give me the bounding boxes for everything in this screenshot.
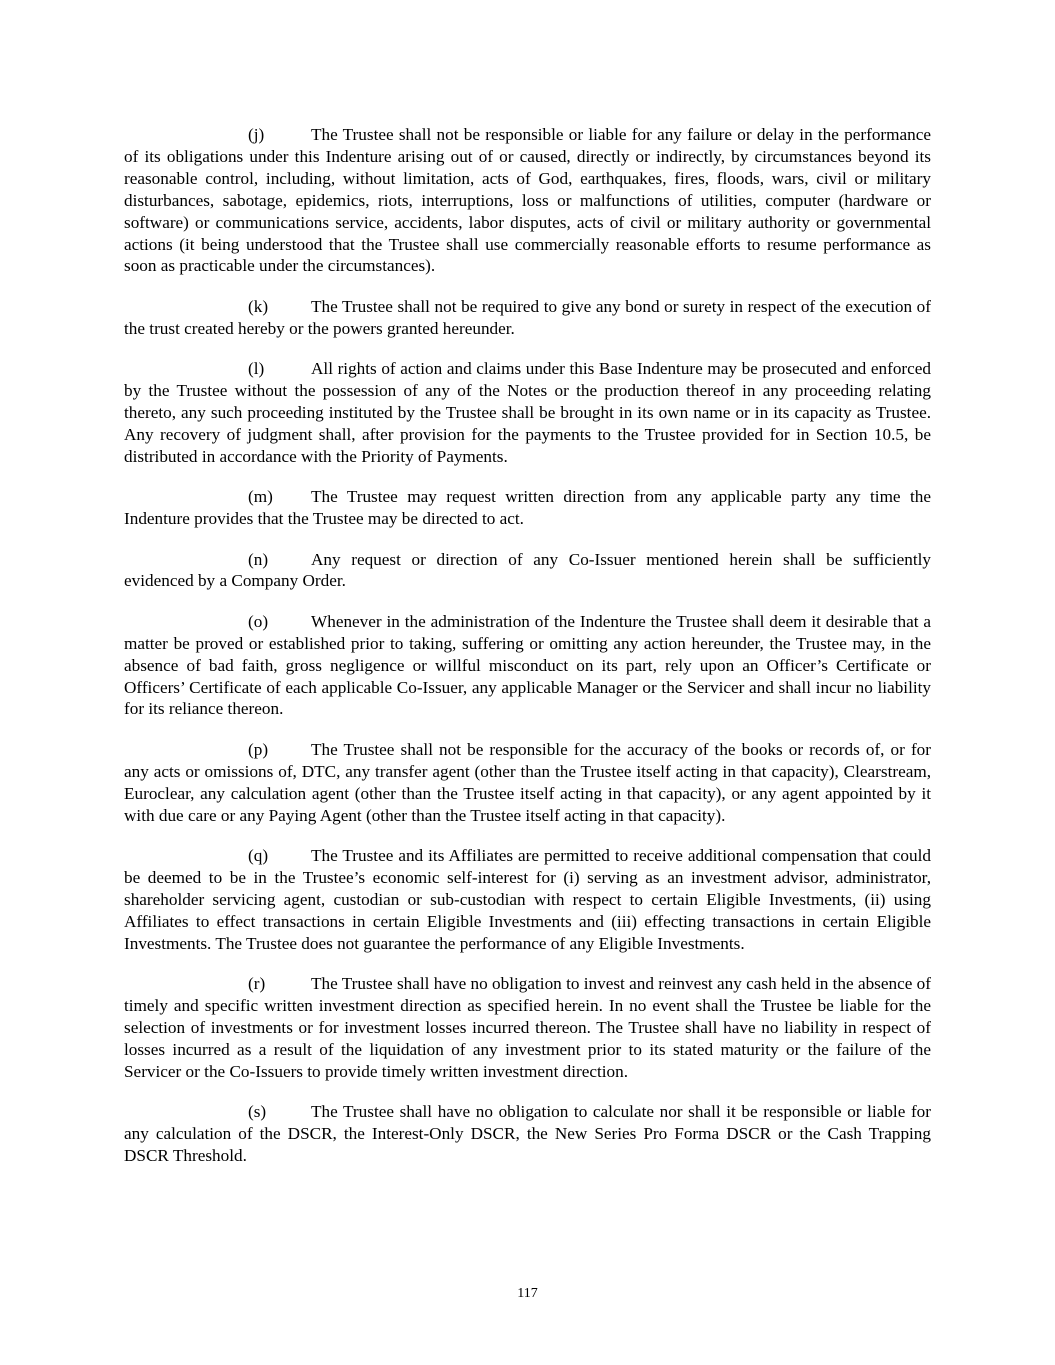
paragraph-label: (j) [248,125,265,144]
document-page [124,124,931,1185]
paragraph-k [124,296,931,340]
paragraph-text: The Trustee shall not be responsible for the accuracy of the books or records of, or for any acts or omissions of, DTC, any transfer agent (other than the Trustee itself acting in that capacity), Clearstream, Euroclear, any calculation agent (other than the Trustee itself acting in that capacity), or any agent appointed by it with due care or any Paying Agent (other than the Trustee itself acting in that capacity). [124,739,931,825]
paragraph-s [124,1101,931,1167]
paragraph-p [124,739,931,827]
paragraph-label: (m) [248,487,273,507]
paragraph-text: The Trustee shall not be required to give any bond or surety in respect of the execution of the trust created hereby or the powers granted hereunder. [124,296,931,338]
paragraph-label: (n) [248,549,269,569]
paragraph-o [124,611,931,721]
paragraph-text: The Trustee shall have no obligation to invest and reinvest any cash held in the absence of timely and specific written investment direction as specified herein. In no event shall the Trustee be liable for the selection of investments or for investment losses incurred thereon. The Trustee shall have no liability in respect of losses incurred as a result of the liquidation of any investment prior to its stated maturity or the failure of the Servicer or the Co-Issuers to provide timely written investment direction. [124,974,931,1081]
paragraph-label: (l) [248,359,265,379]
paragraph-n [124,549,931,593]
paragraph-label: (o) [248,611,269,631]
paragraph-text: The Trustee shall not be responsible or liable for any failure or delay in the performance of its obligations under this Indenture arising out of or caused, directly or indirectly, by circumstances beyond its reasonable control, including, without limitation, acts of God, earthquakes, fires, floods, wars, civil or military disturbances, sabotage, epidemics, riots, interruptions, loss or malfunctions of utilities, computer (hardware or software) or communications service, accidents, labor disputes, acts of civil or military authority or governmental actions (it being understood that the Trustee shall use commercially reasonable efforts to resume performance as soon as practicable under the circumstances). [124,125,931,276]
paragraph-label: (q) [248,845,269,865]
paragraph-m [124,486,931,530]
paragraph-text: The Trustee and its Affiliates are permitted to receive additional compensation that could be deemed to be in the Trustee’s economic self-interest for (i) serving as an investment advisor, administrator, shareholder servicing agent, custodian or sub-custodian with respect to certain Eligible Investments, (ii) using Affiliates to effect transactions in certain Eligible Investments and (iii) effecting transactions in certain Eligible Investments. The Trustee does not guarantee the performance of any Eligible Investments. [124,845,931,953]
paragraph-text: All rights of action and claims under this Base Indenture may be prosecuted and enforced by the Trustee without the possession of any of the Notes or the production thereof in any proceeding relating thereto, any such proceeding instituted by the Trustee shall be brought in its own name or in its capacity as Trustee. Any recovery of judgment shall, after provision for the payments to the Trustee provided for in Section 10.5, be distributed in accordance with the Priority of Payments. [124,359,931,466]
paragraph-label: (s) [248,1102,267,1122]
paragraph-text: Whenever in the administration of the Indenture the Trustee shall deem it desirable that a matter be proved or established prior to taking, suffering or omitting any action hereunder, the Trustee may, in the absence of bad faith, gross negligence or willful misconduct on its part, rely upon an Officer’s Certificate or Officers’ Certificate of each applicable Co-Issuer, any applicable Manager or the Servicer and shall incur no liability for its reliance thereon. [124,611,931,719]
paragraph-text: Any request or direction of any Co-Issuer mentioned herein shall be sufficiently evidenced by a Company Order. [124,549,931,591]
page-number: 117 [517,1286,538,1301]
paragraph-l [124,358,931,468]
paragraph-text: The Trustee may request written direction from any applicable party any time the Indenture provides that the Trustee may be directed to act. [124,487,931,529]
paragraph-label: (r) [248,974,266,993]
paragraph-text: The Trustee shall have no obligation to calculate nor shall it be responsible or liable for any calculation of the DSCR, the Interest-Only DSCR, the New Series Pro Forma DSCR or the Cash Trapping DSCR Threshold. [124,1102,931,1165]
paragraph-r [124,973,931,1083]
paragraph-j [124,124,931,277]
paragraph-label: (p) [248,739,269,759]
paragraph-q [124,845,931,955]
paragraph-label: (k) [248,296,269,316]
